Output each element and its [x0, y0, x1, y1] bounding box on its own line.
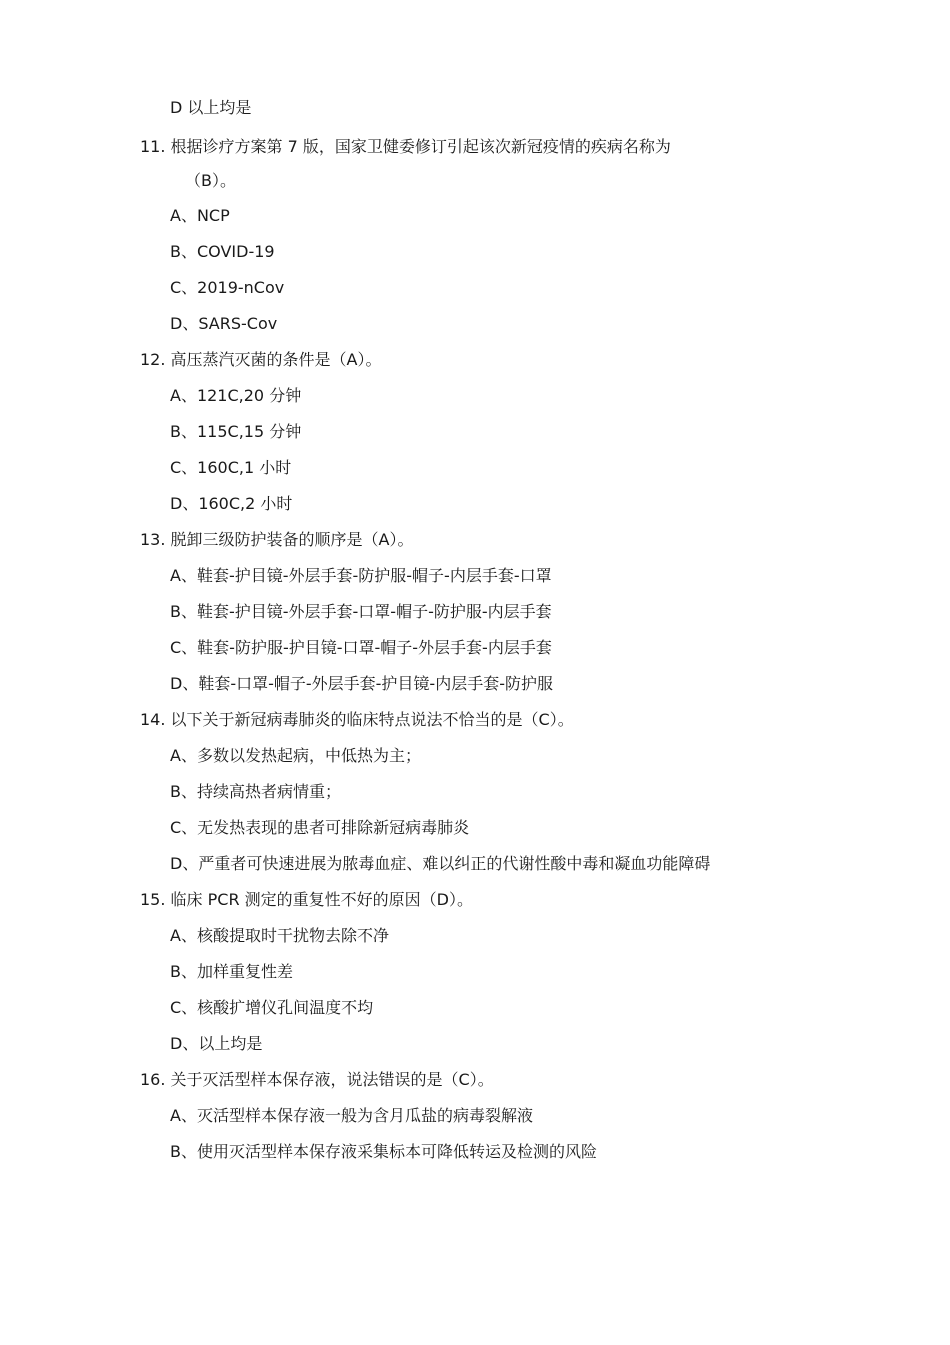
- option: B、鞋套-护目镜-外层手套-口罩-帽子-防护服-内层手套: [170, 602, 552, 621]
- question-number: 14: [140, 710, 161, 729]
- question-text: . 脱卸三级防护装备的顺序是（A）。: [160, 530, 414, 549]
- question-12: [140, 350, 381, 370]
- option: A、NCP: [170, 206, 230, 225]
- option: D、160C,2 小时: [170, 494, 293, 513]
- option: D、严重者可快速进展为脓毒血症、难以纠正的代谢性酸中毒和凝血功能障碍: [170, 854, 711, 873]
- question-text: . 高压蒸汽灭菌的条件是（A）。: [160, 350, 382, 369]
- question-13: [140, 530, 413, 550]
- question-number: 16: [140, 1070, 161, 1089]
- question-number: 13: [140, 530, 161, 549]
- option: D、SARS-Cov: [170, 314, 278, 333]
- option: A、鞋套-护目镜-外层手套-防护服-帽子-内层手套-口罩: [170, 566, 552, 585]
- question-15: [140, 890, 473, 910]
- question-number: 12: [140, 350, 161, 369]
- option: A、121C,20 分钟: [170, 386, 302, 405]
- option: A、灭活型样本保存液一般为含月瓜盐的病毒裂解液: [170, 1106, 533, 1125]
- option: C、160C,1 小时: [170, 458, 292, 477]
- option: A、多数以发热起病，中低热为主；: [170, 746, 421, 765]
- option: D、鞋套-口罩-帽子-外层手套-护目镜-内层手套-防护服: [170, 674, 553, 693]
- option: C、无发热表现的患者可排除新冠病毒肺炎: [170, 818, 470, 837]
- question-14: [140, 710, 574, 730]
- question-text: . 根据诊疗方案第 7 版，国家卫健委修订引起该次新冠疫情的疾病名称为: [160, 137, 671, 156]
- option: C、核酸扩增仪孔间温度不均: [170, 998, 374, 1017]
- question-11: [140, 137, 671, 157]
- option: C、2019-nCov: [170, 278, 285, 297]
- option: B、持续高热者病情重；: [170, 782, 341, 801]
- question-text: . 临床 PCR 测定的重复性不好的原因（D）。: [160, 890, 473, 909]
- question-11-continuation: （B）。: [185, 171, 236, 190]
- option: C、鞋套-防护服-护目镜-口罩-帽子-外层手套-内层手套: [170, 638, 552, 657]
- option: B、加样重复性差: [170, 962, 293, 981]
- option: D、以上均是: [170, 1034, 263, 1053]
- option: A、核酸提取时干扰物去除不净: [170, 926, 389, 945]
- lead-option: D 以上均是: [170, 98, 252, 117]
- question-number: 15: [140, 890, 161, 909]
- option: B、COVID-19: [170, 242, 275, 261]
- question-text: . 关于灭活型样本保存液，说法错误的是（C）。: [160, 1070, 494, 1089]
- question-number: 11: [140, 137, 161, 156]
- option: B、使用灭活型样本保存液采集标本可降低转运及检测的风险: [170, 1142, 597, 1161]
- question-text: . 以下关于新冠病毒肺炎的临床特点说法不恰当的是（C）。: [160, 710, 574, 729]
- option: B、115C,15 分钟: [170, 422, 302, 441]
- question-16: [140, 1070, 494, 1090]
